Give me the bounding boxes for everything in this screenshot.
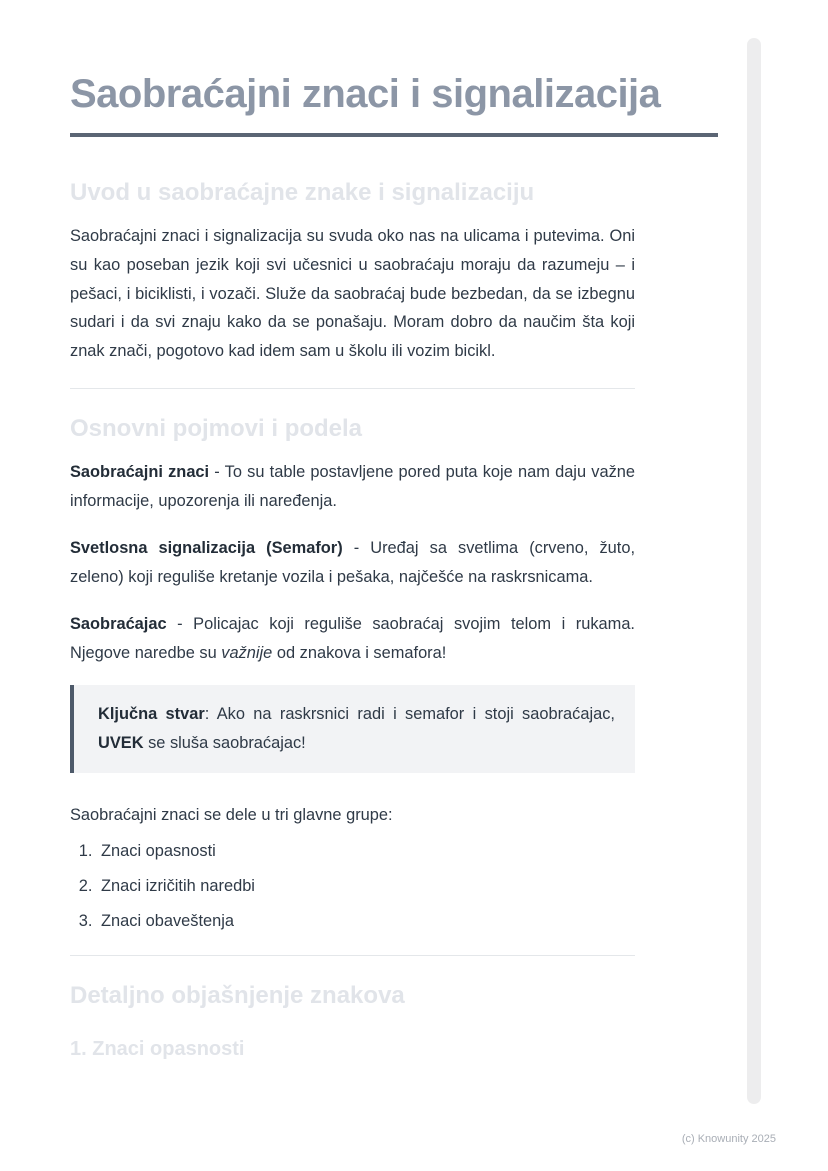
definition-paragraph (70, 458, 635, 516)
divider (70, 388, 635, 389)
section-heading-basics: Osnovni pojmovi i podela (70, 415, 363, 443)
divider (70, 955, 635, 956)
emphasis-text: važnije (221, 643, 273, 662)
callout-bold: UVEK (98, 734, 144, 753)
definition-term: Svetlosna signalizacija (Semafor) (70, 538, 343, 557)
key-point-callout (70, 685, 635, 773)
footer-credit: (c) Knowunity 2025 (681, 1133, 776, 1145)
intro-paragraph: Saobraćajni znaci i signalizacija su svuda oko nas na ulicama i putevima. Oni su kao poseban jezik koji svi učesnici u saobraćaju moraju da razumeju – i pešaci, i biciklisti, i vozači. Služe da saobraćaj bude bezbedan, da se izbegnu sudari i da svi znaju kako da se ponašaju. Moram dobro da naučim šta koji znak znači, pogotovo kad idem sam u školu ili vozim bicikl. (70, 226, 635, 361)
list-item: 3. Znaci obaveštenja (97, 910, 635, 934)
definition-text: od znakova i semafora! (272, 643, 447, 662)
definition-text: - To su table postavljene pored puta koje nam daju važne informacije, upozorenja ili naređenja. (70, 463, 635, 511)
page-title: Saobraćajni znaci i signalizacija (70, 72, 661, 116)
section-heading-details: Detaljno objašnjenje znakova (70, 982, 405, 1010)
definition-term: Saobraćajni znaci (70, 463, 210, 482)
definition-paragraph (70, 534, 635, 592)
scrollbar-thumb[interactable] (747, 38, 761, 1104)
title-rule (70, 133, 718, 137)
definition-paragraph (70, 610, 635, 668)
callout-label: Ključna stvar (98, 705, 205, 724)
definition-text: - Policajac koji reguliše saobraćaj svojim telom i rukama. Njegove naredbe su (70, 614, 635, 662)
sign-groups-list (70, 840, 635, 933)
callout-text: : Ako na raskrsnici radi i semafor i stoji saobraćajac, (204, 705, 615, 724)
definition-text: - Uređaj sa svetlima (crveno, žuto, zeleno) koji reguliše kretanje vozila i pešaka, najčešće na raskrsnicama. (70, 538, 636, 586)
callout-text: se sluša saobraćajac! (143, 734, 306, 753)
section-heading-intro: Uvod u saobraćajne znake i signalizaciju (70, 178, 535, 206)
definition-term: Saobraćajac (70, 614, 167, 633)
groups-intro: Saobraćajni znaci se dele u tri glavne grupe: (70, 806, 393, 825)
subsection-heading-danger-signs: 1. Znaci opasnosti (70, 1038, 245, 1061)
list-item: 1. Znaci opasnosti (97, 840, 635, 864)
list-item: 2. Znaci izričitih naredbi (97, 875, 635, 899)
callout-paragraph (98, 700, 615, 758)
